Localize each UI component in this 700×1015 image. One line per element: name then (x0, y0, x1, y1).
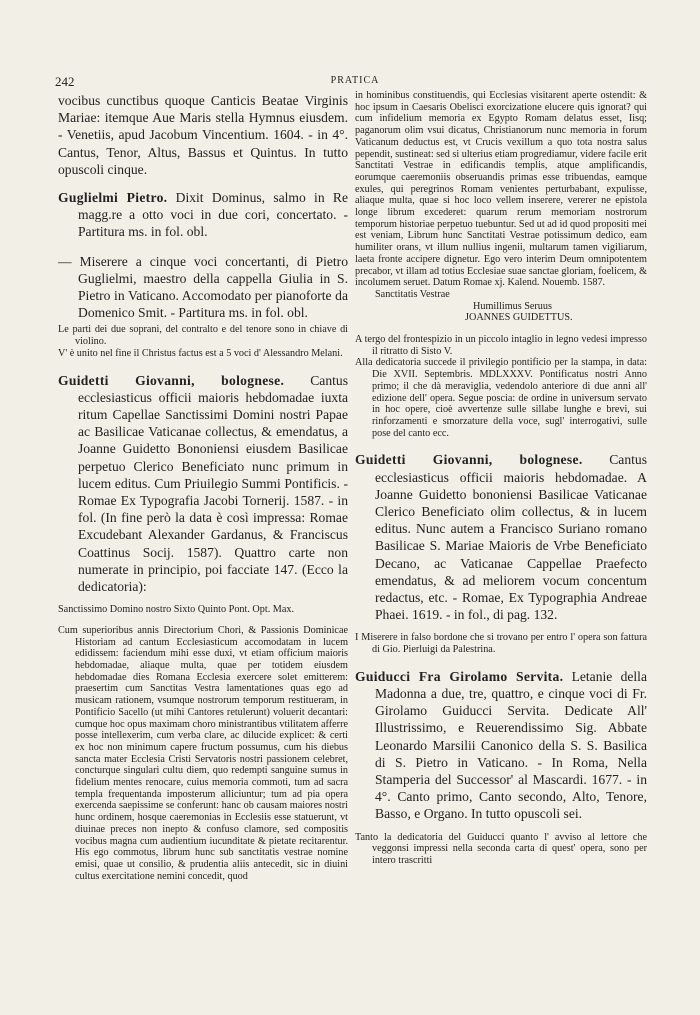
dedication-text: in hominibus constituendis, qui Ecclesias visitarent aperte ostendit: & hoc ipsum in Caesaris Obelisci exorcizatione elucere quis ignorat? qui cum infidelium memoria ex Egypto Romam delatus esset, Iisq; paganorum olim vsui dicatus, Christianorum nunc memoria in forum Vaticanum deductus est, vt Crucis vexillum a quo tota nostra salus pependit, sustineat: sed si ulterius etiam progrediamur, videre facile erit Sanctitati Vestrae in edificandis templis, atque amplificandis, eorumque caeremoniis obseruandis primas esse tribuendas, eamque exules, qui peregrinos Romam venientes perturbabant, expulisse, aliaque multa, quae si hoc loco vellem inserere, vererer ne epistola longe librum excederet: quarum rerum memoriam nostrorum temporum historiae perpetuo tuebuntur. Sed ut ad id quod propositi mei est veniam, Librum hunc Sanctitati Vestrae potissimum dedico, eam humiliter orans, vt illum nullius ingenii, multarum tamen vigiliarum, laeta fronte accipere dignetur. Ego vero interim Deum omnipotentem precabor, vt illam ad totius Ecclesiae suae sanctae gloriam, foelicem, & incolumem seruet. Datum Romae xj. Kalend. Nouemb. 1587. (355, 90, 647, 289)
signature-line: Humillimus Seruus (473, 300, 552, 312)
catalog-entry (58, 189, 348, 241)
page-header (55, 74, 655, 90)
note: I Miserere in falso bordone che si trovano per entro l' opera son fattura di Gio. Pierluigi da Palestrina. (355, 632, 647, 656)
dedication-heading: Sanctissimo Domino nostro Sixto Quinto Pont. Opt. Max. (58, 604, 295, 616)
entry-name: Guiducci Fra Girolamo Servita. (355, 668, 564, 684)
note: Le parti dei due soprani, del contralto e del tenore sono in chiave di violino. (58, 324, 348, 348)
left-column (58, 92, 348, 882)
entry-text: Letanie della Madonna a due, tre, quattro, e cinque voci di Fr. Girolamo Guiducci Servita. Dedicate All' Illustrissimo, e Reuerendissimo Sig. Abbate Leonardo Marsilii Canonico della S. S. Basilica di S. Pietro in Vaticano. - In Roma, Nella Stamperia del Successor' al Mascardi. 1677. - in 4°. Canto primo, Canto secondo, Alto, Tenore, Basso, e Organo. In tutto opuscoli sei. (375, 668, 647, 822)
catalog-entry: — Miserere a cinque voci concertanti, di Pietro Guglielmi, maestro della cappella Giulia in S. Pietro in Vaticano. Accomodato per pianoforte da Domenico Smit. - Partitura ms. in fol. obl. (58, 253, 348, 321)
catalog-entry (355, 451, 647, 623)
signature-name: JOANNES GUIDETTUS. (465, 312, 573, 324)
note: V' è unito nel fine il Christus factus est a 5 voci d' Alessandro Melani. (58, 347, 343, 359)
note: Alla dedicatoria succede il privilegio pontificio per la stampa, in data: Die XVII. Septembris. MDLXXXV. Pontificatus nostri Anno primo; il che dà meraviglia, vedendolo anteriore di due anni all' edizione dell' opera. Segue poscia: de ordine in universum servato in hoc opere, cioè avvertenze sulle sillabe lunghe e brevi, sui rinforzamenti e smorzature della voce, sugl' interrogativi, sulle pose del canto ecc. (355, 357, 647, 439)
entry-name: Guglielmi Pietro. (58, 190, 168, 206)
entry-name: Guidetti Giovanni, bolognese. (58, 372, 285, 388)
entry-name: Guidetti Giovanni, bolognese. (355, 452, 583, 468)
note: Tanto la dedicatoria del Guiducci quanto l' avviso al lettore che veggonsi impressi nella seconda carta di quest' opera, sono per intero trascritti (355, 831, 647, 867)
catalog-entry (58, 372, 348, 596)
running-title: PRATICA (330, 75, 380, 86)
dedication-text: Cum superioribus annis Directorium Chori, & Passionis Dominicae Historiam ad cantum Ecclesiasticum accomodatam in lucem edidissem: faciendum mihi esse duxi, vt etiam officium maioris hebdomadae, aliaque multa, quae per totidem eiusdem hebdomadae dies Romana Ecclesia exercere solet emitterem: praesertim cum Sanctitas Vestra lamentationes quas ego ad musicam rationem, vsumque nostrorum temporum restitueram, in Pontificio Sacello (ut mihi Cantores retulerunt) voluerit decantari: cumque hoc opus maximam choro ministrantibus vtilitatem afferre posse intellexerim, cum verba clare, ac dilucide explicet: & certi ex hoc non minimum capere fructum possumus, cum his diebus sancta mater Ecclesia Cristi Servatoris nostri passionem celebret, concturque singulari cultu diem, quo redempti sanguine sumus in fidelium mentes renocare, cuius memoria commoti, tum ad sacra templa frequentanda imposterum alliciuntur; tum ad pia opera exercenda saepissime se conferunt: hanc ob causam maiores nostri hunc ordinem, hosque caeremonias in Ecclesiis esse statuerunt, vt diuinae preces non inepto & confuso clamore, sed compositis vocibus magna cum audientium iucunditate & pietate recitarentur. His ego commotus, librum hunc sub sanctitatis vestrae nomine emisi, quae ut consilio, & prudentia aliis antecedit, sic in diuini cultus exercitatione nemini concedit, quod (58, 624, 348, 882)
page-number: 242 (55, 74, 75, 89)
entry-text: Cantus ecclesiasticus officii maioris hebdomadae. A Joanne Guidetto bononiensi Basilicae Vaticanae Clerico Beneficiato olim collectus, & in lucem editus. Nunc autem a Francisco Suriano romano Basilicae S. Mariae Maioris de Vrbe Beneficiato Decano, ac Vaticanae Cappellae Praefecto emendatus, & ad meliorem vocum concentum redactus, etc. - Romae, Ex Typographia Andreae Phaei. 1619. - in fol., di pag. 132. (375, 452, 647, 623)
signature-line: Sanctitatis Vestrae (375, 288, 450, 300)
right-column (355, 90, 647, 867)
note: A tergo del frontespizio in un piccolo intaglio in legno vedesi impresso il ritratto di Sisto V. (355, 334, 647, 357)
entry-text: Dixit Dominus, salmo in Re magg.re a otto voci in due cori, concertato. - Partitura ms. in fol. obl. (78, 190, 348, 240)
entry-continuation: vocibus cunctibus quoque Canticis Beatae Virginis Mariae: itemque Aue Maris stella Hymnus eiusdem. - Venetiis, apud Jacobum Vincentium. 1604. - in 4°. Cantus, Tenor, Altus, Bassus et Quintus. In tutto opuscoli cinque. (58, 93, 348, 177)
catalog-entry (355, 668, 647, 823)
entry-text: Cantus ecclesiasticus officii maioris hebdomadae iuxta ritum Capellae Sanctissimi Domini nostri Papae ac Basilicae Vaticanae collectus, & emendatus, a Joanne Guidetto Bononiensi eiusdem Basilicae perpetuo Clerico Beneficiato nunc primum in lucem editus. Cum Priuilegio Summi Pontificis. - Romae Ex Typografia Jacobi Tornerij. 1587. - in fol. (In fine però la data è così impressa: Romae Excudebant Alexander Gardanus, & Franciscus Coattinus Socij. 1587). Quattro carte non numerate in principio, poi facciate 147. (Ecco la dedicatoria): (78, 372, 348, 594)
